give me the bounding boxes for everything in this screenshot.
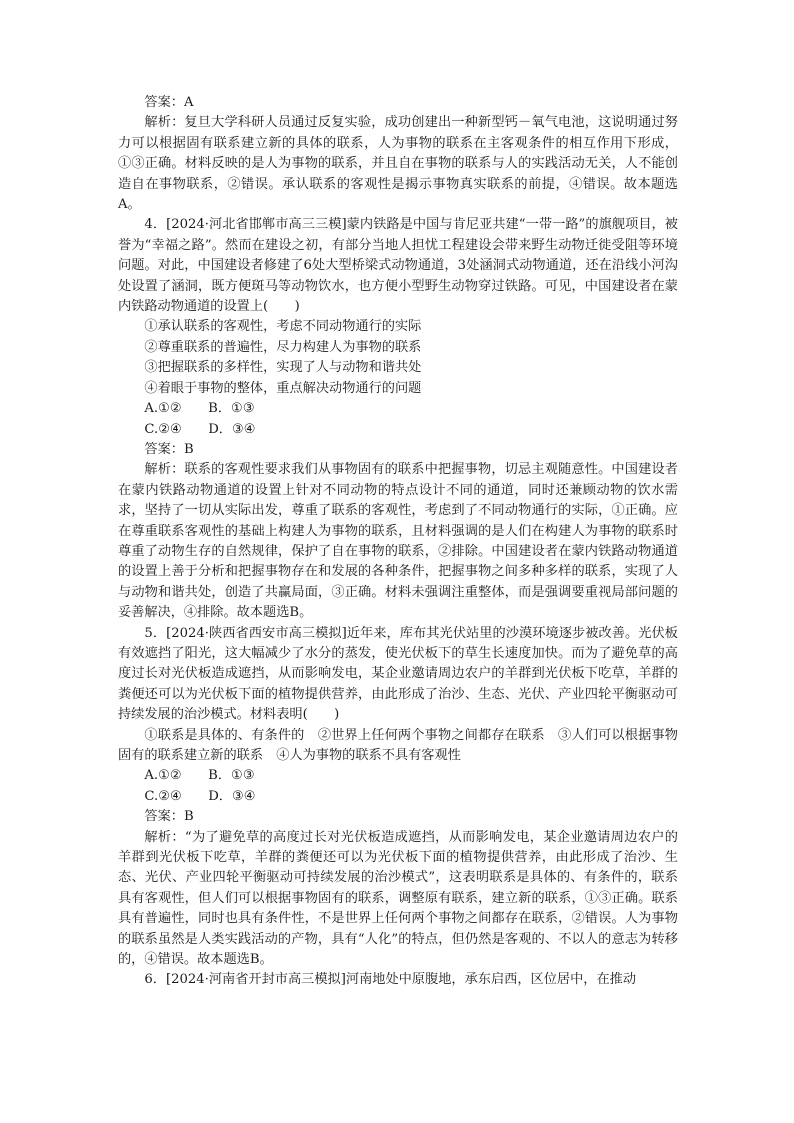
q5-options: ①联系是具体的、有条件的 ②世界上任何两个事物之间都存在联系 ③人们可以根据事物固有的联系建立新的联系 ④人为事物的联系不具有客观性 xyxy=(118,727,678,763)
q4-analysis: 解析：联系的客观性要求我们从事物固有的联系中把握事物，切忌主观随意性。中国建设者在蒙内铁路动物通道的设置上针对不同动物的特点设计不同的通道，同时还兼顾动物的饮水需求，坚持了一切从实际出发，尊重了联系的客观性，考虑到了不同动物通行的实际，①正确。应在尊重联系客观性的基础上构建人为事物的联系，且材料强调的是人们在构建人为事物的联系时尊重了动物生存的自然规律，保护了自在事物的联系，②排除。中国建设者在蒙内铁路动物通道的设置上善于分析和把握事物存在和发展的各种条件，把握事物之间多种多样的联系，实现了人与动物和谐共处，创造了共赢局面，③正确。材料未强调注重整体，而是强调要重视局部问题的妥善解决，④排除。故本题选B。 xyxy=(118,462,678,621)
q4-option-2: ②尊重联系的普遍性，尽力构建人为事物的联系 xyxy=(144,339,422,355)
q4-option-4: ④着眼于事物的整体，重点解决动物通行的问题 xyxy=(144,380,422,396)
page-content xyxy=(118,93,678,991)
q4-choices-cd: C.②④ D．③④ xyxy=(144,421,256,437)
q4-option-3: ③把握联系的多样性，实现了人与动物和谐共处 xyxy=(144,360,422,376)
q6-stem: 6．[2024·河南省开封市高三模拟]河南地处中原腹地，承东启西，区位居中，在推动 xyxy=(144,972,637,988)
q5-choices-ab: A.①② B．①③ xyxy=(144,768,255,784)
q4-stem: 4．[2024·河北省邯郸市高三三模]蒙内铁路是中国与肯尼亚共建“一带一路”的旗舰项目，被誉为“幸福之路”。然而在建设之初，有部分当地人担忧工程建设会带来野生动物迁徙受阻等环境问题。对此，中国建设者修建了6处大型桥梁式动物通道，3处涵洞式动物通道，还在沿线小河沟处设置了涵洞，既方便斑马等动物饮水，也方便小型野生动物穿过铁路。可见，中国建设者在蒙内铁路动物通道的设置上( ) xyxy=(118,217,678,315)
q4-option-1: ①承认联系的客观性，考虑不同动物通行的实际 xyxy=(144,319,422,335)
q3-answer: 答案：A xyxy=(144,95,194,110)
q5-choices-cd: C.②④ D．③④ xyxy=(144,788,256,804)
q5-analysis: 解析：“为了避免草的高度过长对光伏板造成遮挡，从而影响发电，某企业邀请周边农户的羊群到光伏板下吃草，羊群的粪便还可以为光伏板下面的植物提供营养，由此形成了治沙、生态、光伏、产业四轮平衡驱动可持续发展的治沙模式”，这表明联系是具体的、有条件的，联系具有客观性，但人们可以根据事物固有的联系，调整原有联系，建立新的联系，①③正确。联系具有普遍性，同时也具有条件性，不是世界上任何两个事物之间都存在联系，②错误。人为事物的联系虽然是人类实践活动的产物，具有“人化”的特点，但仍然是客观的、不以人的意志为转移的，④错误。故本题选B。 xyxy=(118,829,678,968)
q3-analysis: 解析：复旦大学科研人员通过反复实验，成功创建出一种新型钙－氧气电池，这说明通过努力可以根据固有联系建立新的具体的联系，人为事物的联系在主客观条件的相互作用下形成，①③正确。材料反映的是人为事物的联系，并且自在事物的联系与人的实践活动无关，人不能创造自在事物联系，②错误。承认联系的客观性是揭示事物真实联系的前提，④错误。故本题选A。 xyxy=(118,115,678,213)
q4-answer: 答案：B xyxy=(144,441,194,457)
q5-stem: 5．[2024·陕西省西安市高三模拟]近年来，库布其光伏站里的沙漠环境逐步被改善。光伏板有效遮挡了阳光，这大幅减少了水分的蒸发，使光伏板下的草生长速度加快。而为了避免草的高度过长对光伏板造成遮挡，从而影响发电，某企业邀请周边农户的羊群到光伏板下吃草，羊群的粪便还可以为光伏板下面的植物提供营养，由此形成了治沙、生态、光伏、产业四轮平衡驱动可持续发展的治沙模式。材料表明( ) xyxy=(118,625,678,723)
q5-answer: 答案：B xyxy=(144,809,194,825)
q4-choices-ab: A.①② B．①③ xyxy=(144,401,255,417)
